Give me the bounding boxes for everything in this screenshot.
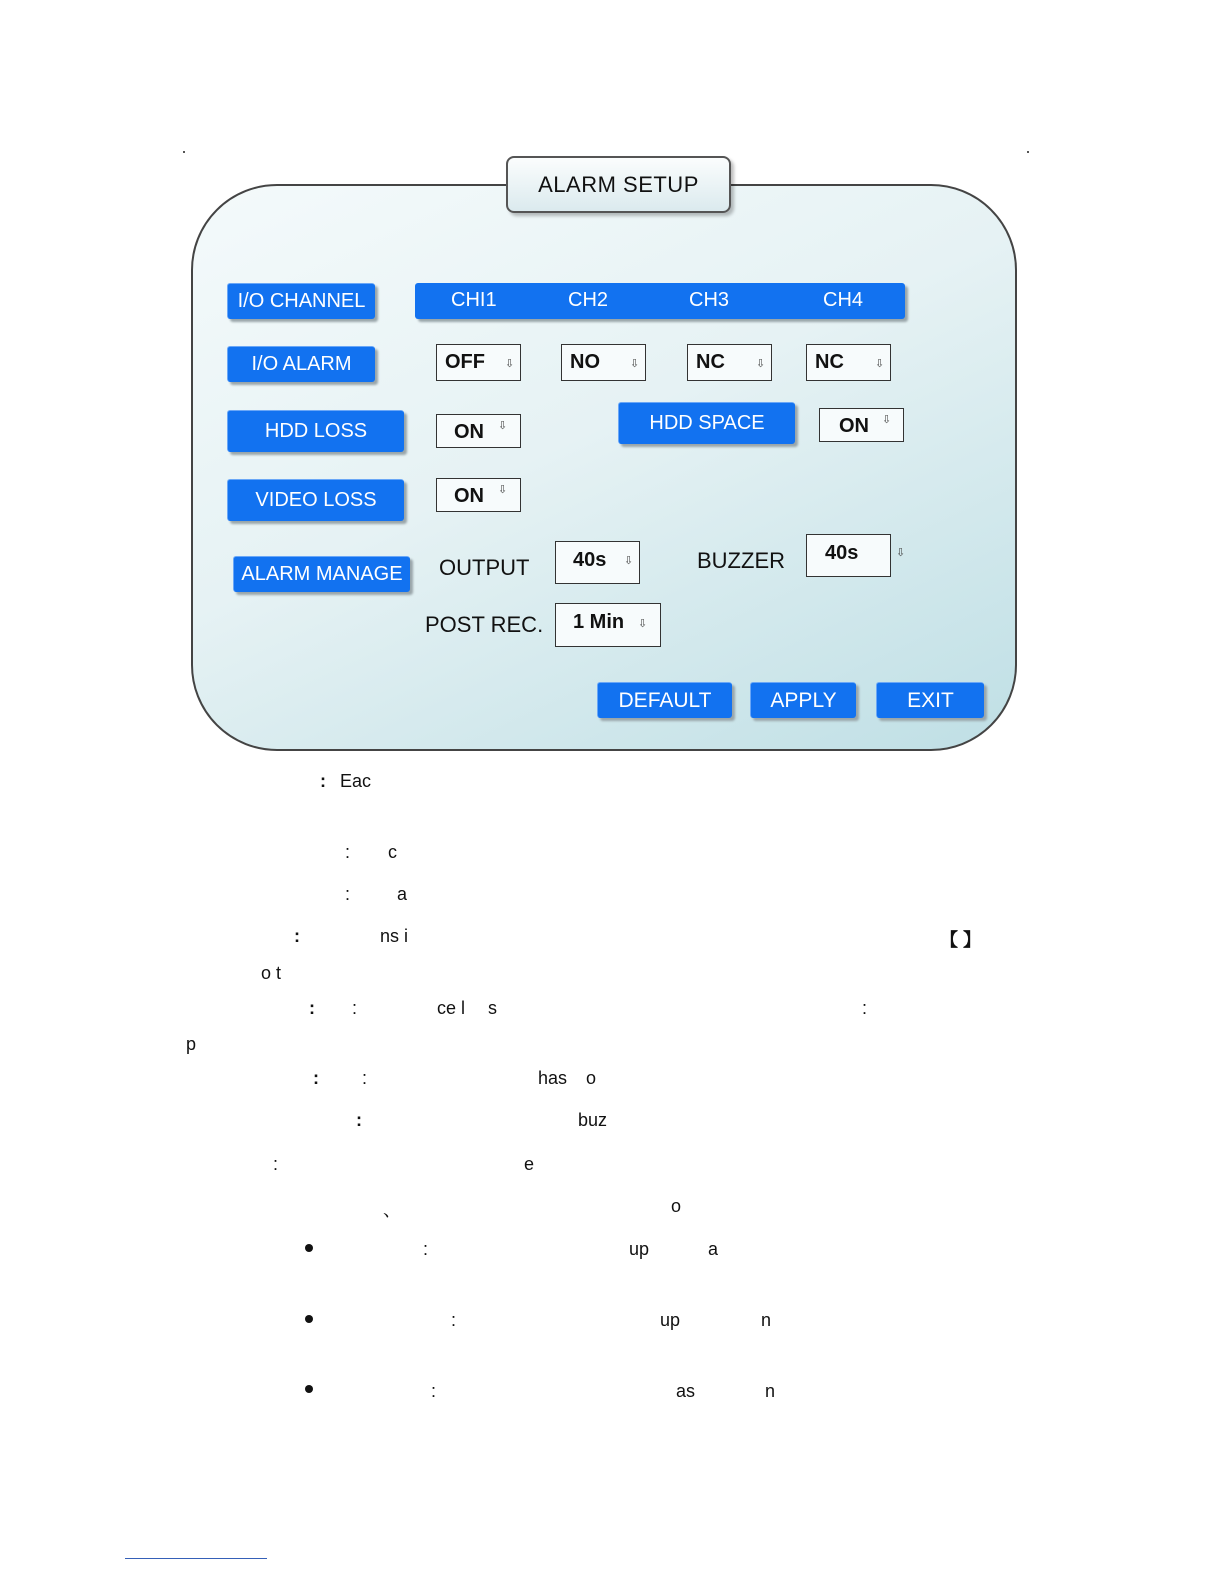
io-channel-label: I/O CHANNEL — [227, 283, 375, 319]
post-rec-select[interactable] — [555, 603, 661, 647]
text-fragment: : — [345, 842, 351, 862]
io-alarm-select-ch3[interactable] — [687, 344, 772, 381]
text-fragment: : — [423, 1239, 429, 1259]
io-alarm-select-ch2[interactable] — [561, 344, 646, 381]
text-fragment: a — [708, 1239, 719, 1259]
channel-header-bar — [415, 283, 905, 319]
bullet-icon — [305, 1244, 313, 1252]
text-fragment: : — [431, 1381, 437, 1401]
buzzer-label: BUZZER — [697, 548, 785, 573]
text-fragment: : — [309, 998, 315, 1018]
channel-header-3: CH3 — [689, 289, 730, 311]
text-fragment: 、 — [383, 1200, 401, 1220]
text-fragment: ns i — [380, 926, 409, 946]
text-fragment: s — [488, 998, 497, 1018]
apply-button[interactable]: APPLY — [750, 682, 856, 718]
io-alarm-select-ch1[interactable] — [436, 344, 521, 381]
buzzer-select[interactable] — [806, 534, 891, 577]
channel-header-4: CH4 — [823, 289, 864, 311]
io-alarm-select-ch4[interactable] — [806, 344, 891, 381]
exit-button[interactable]: EXIT — [876, 682, 984, 718]
text-fragment: Eac — [340, 771, 372, 791]
text-fragment: c — [388, 842, 397, 862]
dropdown-arrow-icon: ⇩ — [498, 420, 508, 432]
text-fragment: buz — [578, 1110, 608, 1130]
text-fragment: n — [765, 1381, 776, 1401]
default-button[interactable]: DEFAULT — [597, 682, 732, 718]
io-alarm-value-ch4: NC — [815, 351, 844, 373]
dropdown-arrow-icon: ⇩ — [638, 618, 648, 630]
hdd-space-label: HDD SPACE — [618, 402, 795, 444]
alarm-setup-panel — [191, 184, 1017, 751]
footnote-separator — [125, 1558, 267, 1559]
text-fragment: : — [313, 1068, 319, 1088]
io-alarm-value-ch2: NO — [570, 351, 600, 373]
video-loss-select[interactable] — [436, 478, 521, 512]
hdd-loss-value: ON — [454, 421, 484, 443]
text-fragment: : — [320, 771, 326, 791]
video-loss-value: ON — [454, 485, 484, 507]
text-fragment: 【 】 — [940, 930, 982, 950]
hdd-space-value: ON — [839, 415, 869, 437]
output-select[interactable] — [555, 541, 640, 584]
text-fragment: : — [451, 1310, 457, 1330]
output-value: 40s — [573, 549, 607, 571]
hdd-loss-label: HDD LOSS — [227, 410, 404, 452]
text-fragment: e — [524, 1154, 535, 1174]
dropdown-arrow-icon: ⇩ — [882, 414, 892, 426]
text-fragment: a — [397, 884, 408, 904]
text-fragment: o — [671, 1196, 682, 1216]
text-fragment: up — [629, 1239, 650, 1259]
dropdown-arrow-icon: ⇩ — [498, 484, 508, 496]
io-alarm-label: I/O ALARM — [227, 346, 375, 382]
text-fragment: ce l — [437, 998, 466, 1018]
text-fragment: n — [761, 1310, 772, 1330]
output-label: OUTPUT — [439, 555, 530, 580]
text-fragment: has — [538, 1068, 568, 1088]
dialog-title: ALARM SETUP — [506, 156, 731, 213]
io-alarm-value-ch1: OFF — [445, 351, 485, 373]
bullet-icon — [305, 1385, 313, 1393]
text-fragment: : — [362, 1068, 368, 1088]
buzzer-value: 40s — [825, 542, 859, 564]
alarm-manage-label: ALARM MANAGE — [233, 556, 410, 592]
text-fragment: : — [345, 884, 351, 904]
post-rec-label: POST REC. — [425, 612, 544, 637]
channel-header-1: CHI1 — [451, 289, 497, 311]
text-fragment: : — [273, 1154, 279, 1174]
text-fragment: o t — [261, 963, 282, 983]
dropdown-arrow-icon: ⇩ — [630, 358, 640, 370]
video-loss-label: VIDEO LOSS — [227, 479, 404, 521]
corner-mark-right — [1027, 151, 1029, 153]
dropdown-arrow-icon: ⇩ — [896, 547, 906, 559]
text-fragment: p — [186, 1034, 197, 1054]
post-rec-value: 1 Min — [573, 611, 625, 633]
text-fragment: o — [586, 1068, 597, 1088]
io-alarm-value-ch3: NC — [696, 351, 725, 373]
hdd-loss-select[interactable] — [436, 414, 521, 448]
text-fragment: as — [676, 1381, 696, 1401]
channel-header-2: CH2 — [568, 289, 609, 311]
hdd-space-select[interactable] — [819, 408, 904, 442]
corner-mark-left — [183, 151, 185, 153]
text-fragment: : — [356, 1110, 362, 1130]
dropdown-arrow-icon: ⇩ — [505, 358, 515, 370]
text-fragment: : — [862, 998, 868, 1018]
dropdown-arrow-icon: ⇩ — [875, 358, 885, 370]
bullet-icon — [305, 1315, 313, 1323]
dropdown-arrow-icon: ⇩ — [756, 358, 766, 370]
text-fragment: up — [660, 1310, 681, 1330]
text-fragment: : — [294, 926, 300, 946]
text-fragment: : — [352, 998, 358, 1018]
dropdown-arrow-icon: ⇩ — [624, 555, 634, 567]
